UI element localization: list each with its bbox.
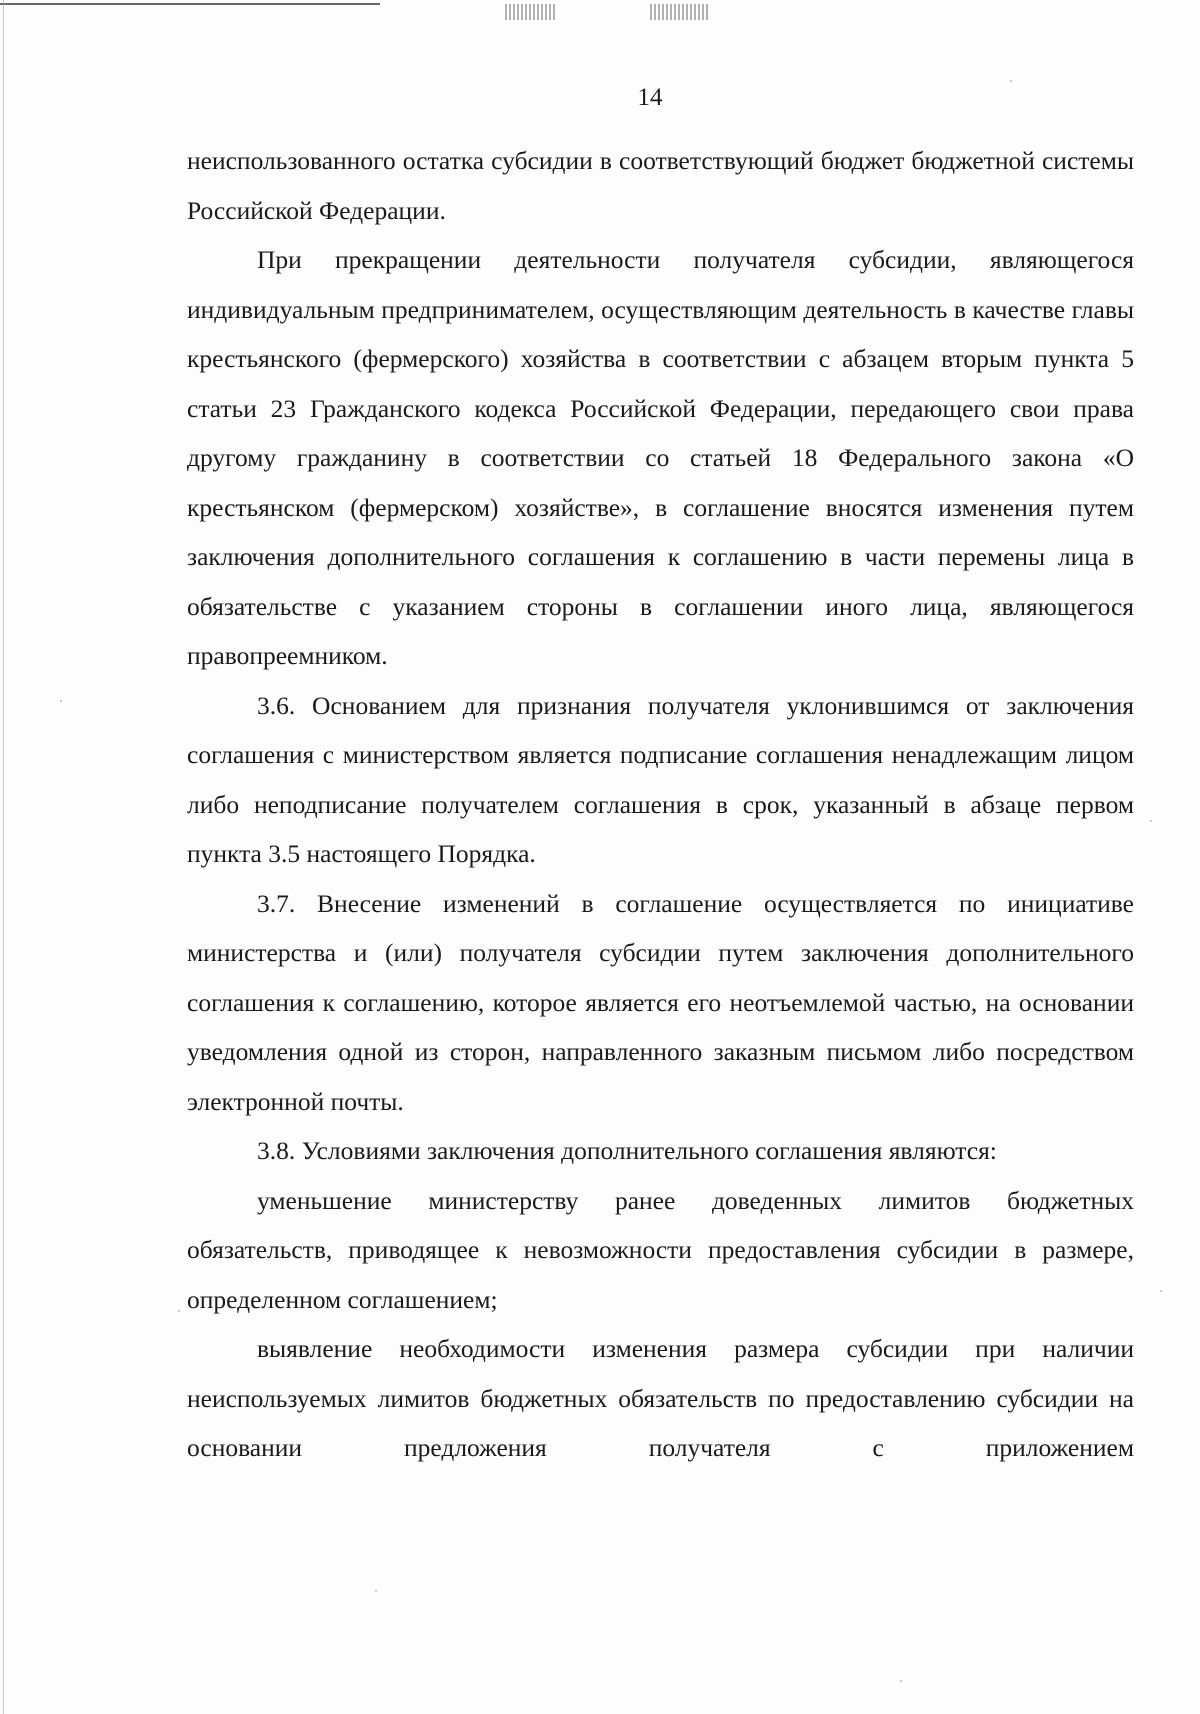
scan-speck xyxy=(1150,820,1152,822)
scan-speck xyxy=(60,700,62,702)
scan-speck xyxy=(1010,80,1012,82)
scan-artifact xyxy=(650,4,708,20)
scan-speck xyxy=(900,1680,902,1682)
scan-artifact xyxy=(505,4,557,20)
paragraph-1: При прекращении деятельности получателя субсидии, являющегося индивидуальным предпринимателем, осуществляющим деятельность в качестве главы крестьянского (фермерского) хозяйства в соответствии с абзацем вторым пункта 5 статьи 23 Гражданского кодекса Российской Федерации, передающего свои права другому гражданину в соответствии со статьей 18 Федерального закона «О крестьянском (фермерском) хозяйстве», в соглашение вносятся изменения путем заключения дополнительного соглашения к соглашению в части перемены лица в обязательстве с указанием стороны в соглашении иного лица, являющегося правопреемником. xyxy=(187,245,1134,670)
paragraph-condition-1: уменьшение министерству ранее доведенных лимитов бюджетных обязательств, приводящее к невозможности предоставления субсидии в размере, определенном соглашением; xyxy=(187,1185,1134,1314)
scan-speck xyxy=(178,1310,180,1312)
document-body xyxy=(187,136,1134,1473)
scan-speck xyxy=(375,1590,377,1592)
paragraph-3-8: 3.8. Условиями заключения дополнительного соглашения являются: xyxy=(257,1136,997,1165)
scan-edge-left xyxy=(3,0,4,1714)
scan-speck xyxy=(1160,1290,1162,1292)
scan-edge-top xyxy=(0,3,380,5)
page-number: 14 xyxy=(637,84,663,111)
paragraph-3-7: 3.7. Внесение изменений в соглашение осуществляется по инициативе министерства и (или) получателя субсидии путем заключения дополнительного соглашения к соглашению, которое является его неотъемлемой частью, на основании уведомления одной из сторон, направленного заказным письмом либо посредством электронной почты. xyxy=(187,888,1134,1116)
paragraph-continuation: неиспользованного остатка субсидии в соответствующий бюджет бюджетной системы Российской Федерации. xyxy=(187,146,1134,225)
paragraph-condition-2: выявление необходимости изменения размера субсидии при наличии неиспользуемых лимитов бюджетных обязательств по предоставлению субсидии на основании предложения получателя с приложением xyxy=(187,1334,1134,1462)
paragraph-3-6: 3.6. Основанием для признания получателя уклонившимся от заключения соглашения с министерством является подписание соглашения ненадлежащим лицом либо неподписание получателем соглашения в срок, указанный в абзаце первом пункта 3.5 настоящего Порядка. xyxy=(187,690,1134,868)
